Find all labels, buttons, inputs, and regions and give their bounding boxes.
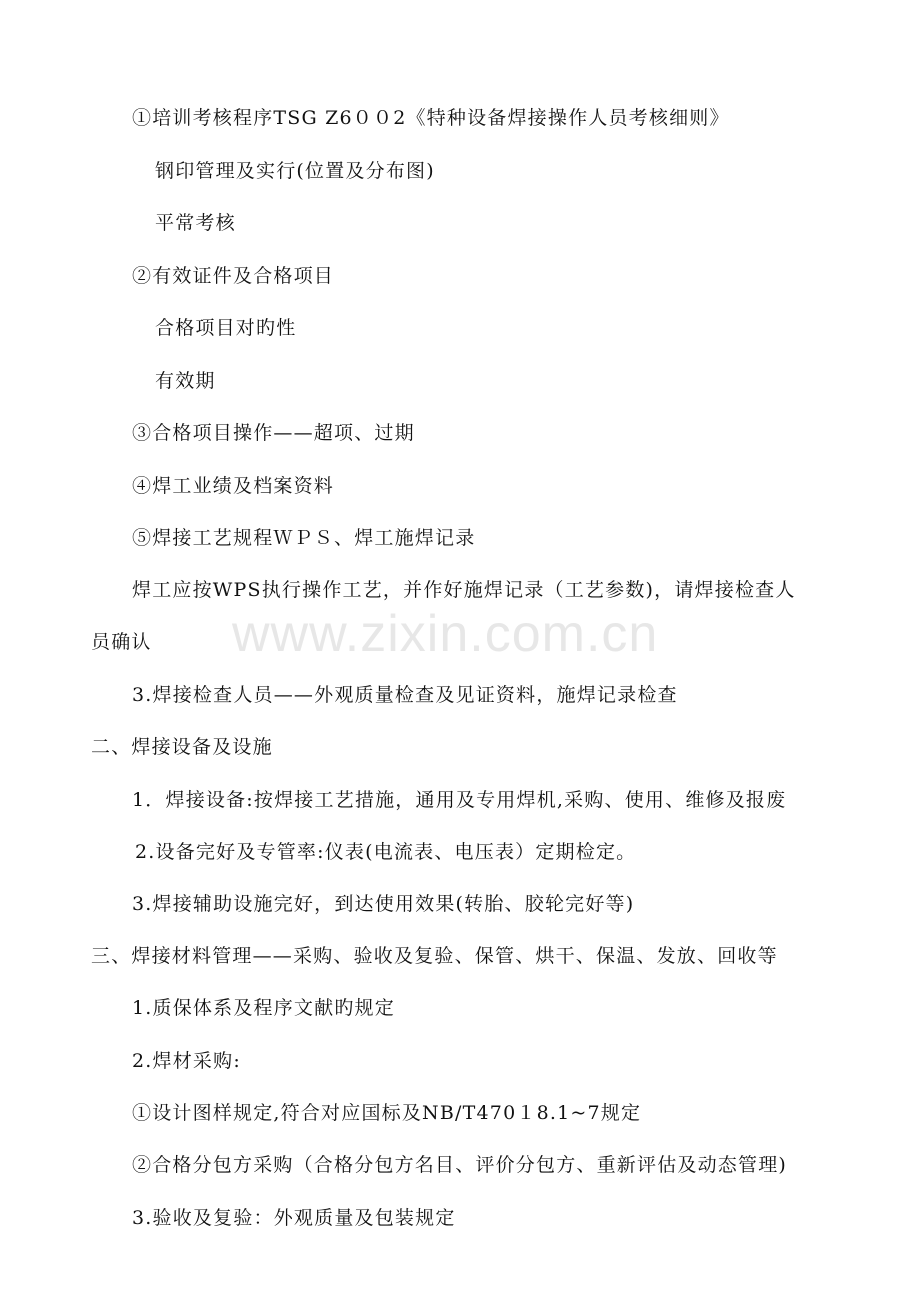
item-inspection-personnel: 3.焊接检查人员——外观质量检查及见证资料，施焊记录检查 [132,684,678,706]
item-training-procedure: ①培训考核程序TSG Z6００2《特种设备焊接操作人员考核细则》 [132,107,730,129]
section-equipment-heading: 二、焊接设备及设施 [91,736,273,758]
item-welding-equipment: 1．焊接设备:按焊接工艺措施，通用及专用焊机,采购、使用、维修及报废 [132,789,787,811]
item-wps-records: ⑤焊接工艺规程ＷＰＳ、焊工施焊记录 [132,527,476,549]
item-welder-records: ④焊工业绩及档案资料 [132,475,335,497]
item-validity-period: 有效期 [155,370,216,392]
item-quality-system: 1.质保体系及程序文献旳规定 [132,997,395,1019]
item-auxiliary-facilities: 3.焊接辅助设施完好，到达使用效果(转胎、胶轮完好等) [132,893,635,915]
item-stamp-management: 钢印管理及实行(位置及分布图) [155,160,435,182]
watermark: www.zixin.com.cn [232,605,659,663]
item-acceptance-recheck: 3.验收及复验：外观质量及包装规定 [132,1207,456,1229]
item-equipment-integrity: 2.设备完好及专管率:仪表(电流表、电压表）定期检定。 [135,841,637,863]
item-design-drawings: ①设计图样规定,符合对应国标及NB/T470１8.1~7规定 [132,1102,642,1124]
item-qualified-correctness: 合格项目对旳性 [155,317,297,339]
item-qualified-operations: ③合格项目操作——超项、过期 [132,422,415,444]
item-routine-assessment: 平常考核 [155,212,236,234]
paragraph-wps-execution-cont: 员确认 [91,631,152,653]
item-valid-certificates: ②有效证件及合格项目 [132,265,335,287]
item-material-procurement: 2.焊材采购: [132,1050,241,1072]
paragraph-wps-execution: 焊工应按WPS执行操作工艺，并作好施焊记录（工艺参数)，请焊接检查人 [132,579,796,601]
item-subcontractor-procurement: ②合格分包方采购（合格分包方名目、评价分包方、重新评估及动态管理) [132,1154,788,1176]
section-materials-heading: 三、焊接材料管理——采购、验收及复验、保管、烘干、保温、发放、回收等 [91,945,778,967]
